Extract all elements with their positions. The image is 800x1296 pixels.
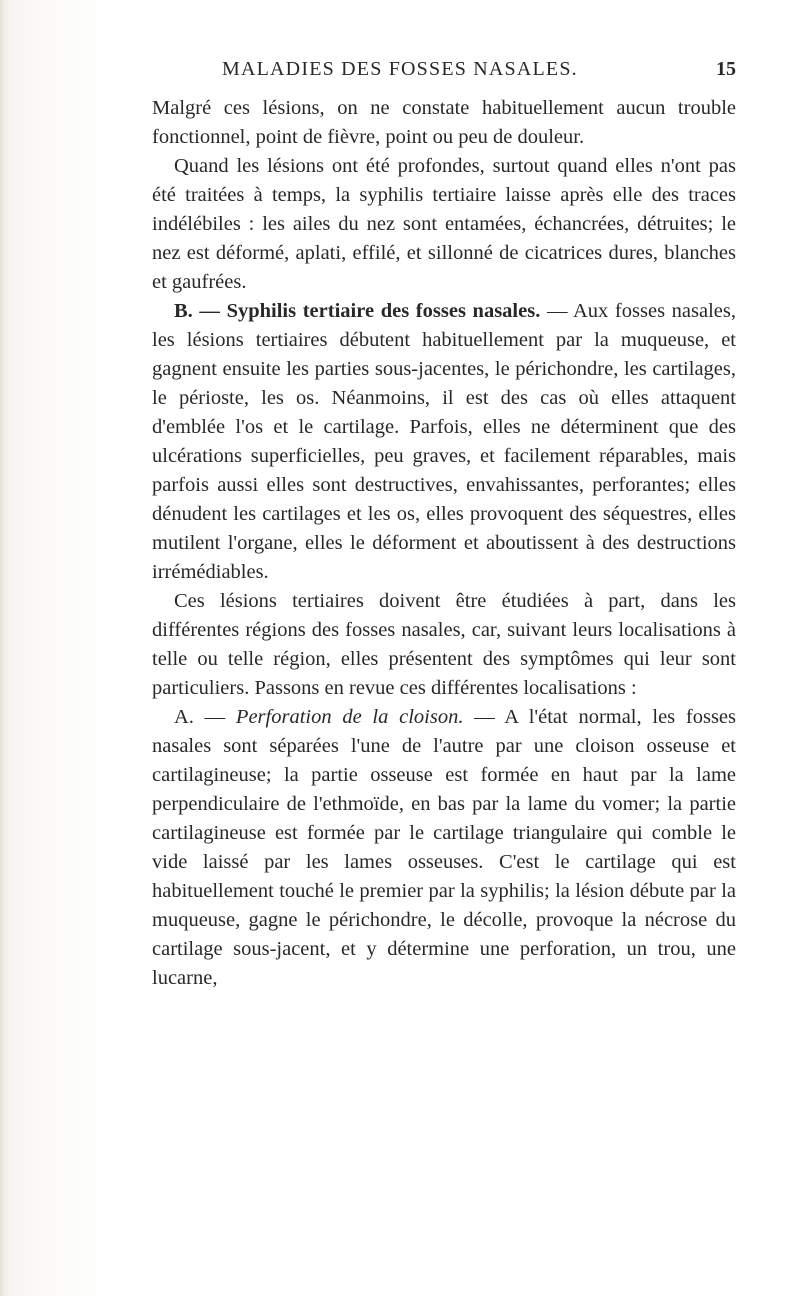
body-text (152, 94, 736, 993)
subsection-heading-a: Perforation de la cloison. (235, 706, 464, 728)
subsection-label-a: A. — (174, 706, 236, 728)
paragraph-2: Quand les lésions ont été profondes, surtout quand elles n'ont pas été traitées à temps, la syphilis tertiaire laisse après elle des traces indélébiles : les ailes du nez sont entamées, échancrées, détruites; le nez est déformé, aplati, effilé, et sillonné de cicatrices dures, blanches et gaufrées. (152, 155, 736, 293)
paragraph-3-body: — Aux fosses nasales, les lésions tertiaires débutent habituellement par la muqueuse, et gagnent ensuite les parties sous-jacentes, le périchondre, les cartilages, le périoste, les os. Néanmoins, il est des cas où elles attaquent d'emblée l'os et le cartilage. Parfois, elles ne déterminent que des ulcérations superficielles, peu graves, et facilement réparables, mais parfois aussi elles sont destructives, envahissantes, perforantes; elles dénudent les cartilages et les os, elles provoquent des séquestres, elles mutilent l'organe, elles le déforment et aboutissent à des destructions irrémédiables. (152, 300, 737, 583)
paragraph-1: Malgré ces lésions, on ne constate habituellement aucun trouble fonctionnel, point de fièvre, point ou peu de douleur. (152, 97, 736, 148)
spine-shadow (0, 0, 6, 1296)
paragraph-5 (152, 703, 736, 993)
paragraph-5-body: — A l'état normal, les fosses nasales sont séparées l'une de l'autre par une cloison osseuse et cartilagineuse; la partie osseuse est formée en haut par la lame perpendiculaire de l'ethmoïde, en bas par la lame du vomer; la partie cartilagineuse est formée par le cartilage triangulaire qui comble le vide laissé par les lames osseuses. C'est le cartilage qui est habituellement touché le premier par la syphilis; la lésion débute par la muqueuse, gagne le périchondre, le décolle, provoque la nécrose du cartilage sous-jacent, et y détermine une perforation, un trou, une lucarne, (152, 706, 736, 989)
running-title: MALADIES DES FOSSES NASALES. (222, 58, 578, 80)
section-heading-b: B. — Syphilis tertiaire des fosses nasales. (174, 300, 541, 322)
page-header (222, 58, 736, 88)
paragraph-4: Ces lésions tertiaires doivent être étudiées à part, dans les différentes régions des fosses nasales, car, suivant leurs localisations à telle ou telle région, elles présentent des symptômes qui leur sont particuliers. Passons en revue ces différentes localisations : (152, 590, 736, 699)
paragraph-3 (152, 297, 736, 587)
page-number: 15 (716, 58, 736, 80)
